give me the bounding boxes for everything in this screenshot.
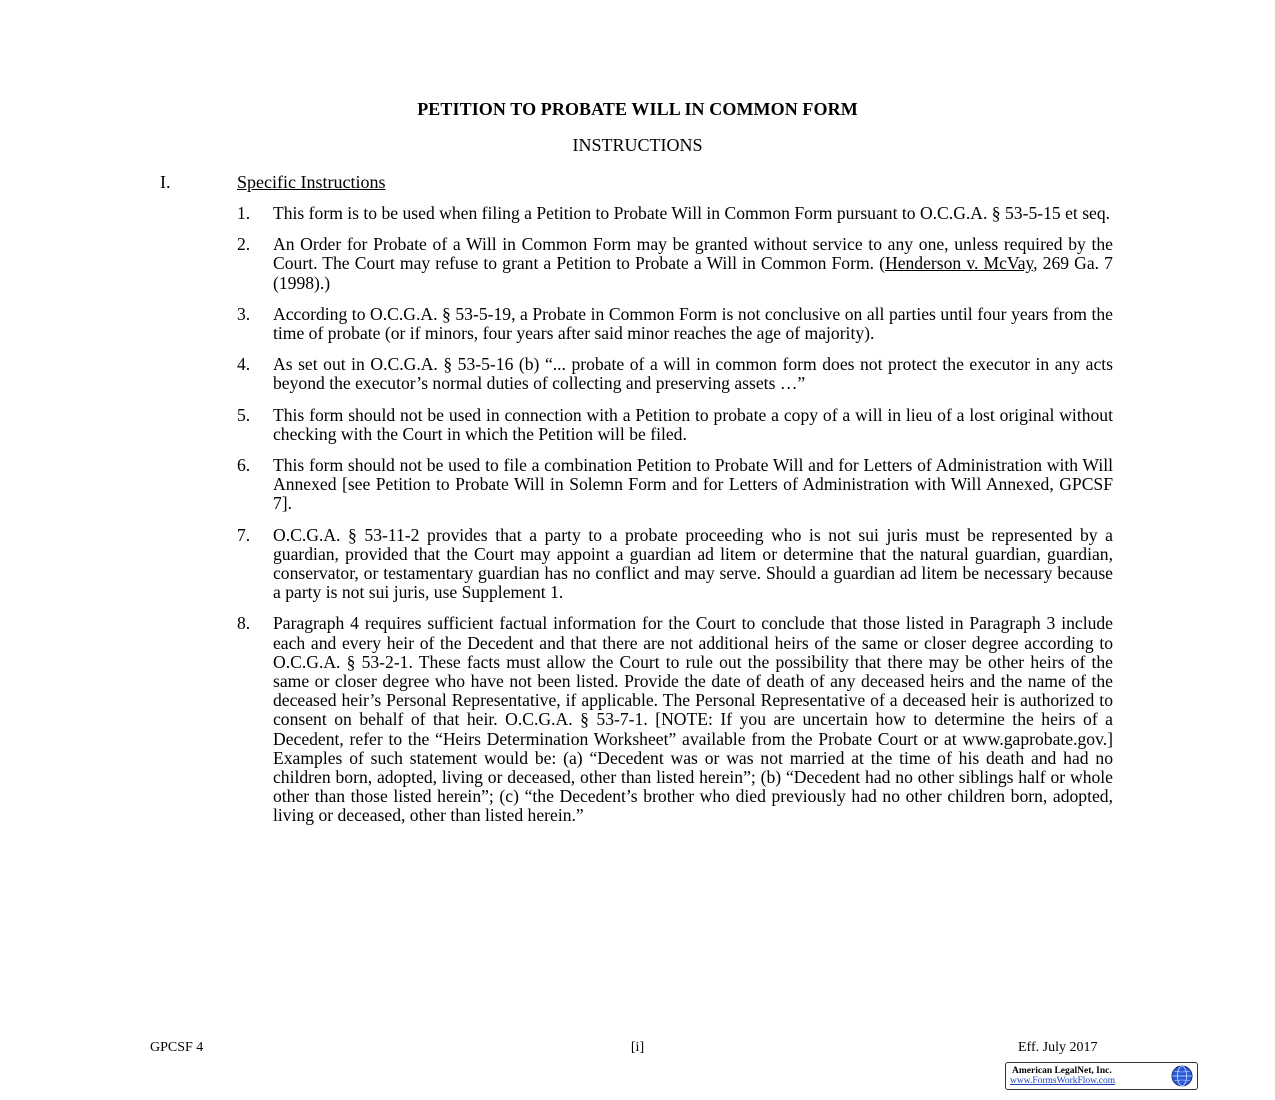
item-number: 1. <box>237 203 251 223</box>
instruction-item <box>237 456 1113 514</box>
item-text: Paragraph 4 requires sufficient factual information for the Court to conclude that those listed in Paragraph 3 include each and every heir of the Decedent and that there are not additional heirs of the same or closer degree according to O.C.G.A. § 53-2-1. These facts must allow the Court to rule out the possibility that there may be other heirs of the same or closer degree who have not been listed. Provide the date of death of any deceased heirs and the name of the deceased heir’s Personal Representative, if applicable. The Personal Representative of a deceased heir is authorized to consent on behalf of that heir. O.C.G.A. § 53-7-1. [NOTE: If you are uncertain how to determine the heirs of a Decedent, refer to the “Heirs Determination Worksheet” available from the Probate Court or at www.gaprobate.gov.] Examples of such statement would be: (a) “Decedent was or was not married at the time of his death and had no children born, adopted, living or deceased, other than listed herein”; (b) “Decedent had no other siblings half or whole other than those listed herein”; (c) “the Decedent’s brother who died previously had no other children born, adopted, living or deceased, other than listed herein.” <box>273 613 1113 826</box>
item-number: 4. <box>237 354 251 375</box>
case-citation: Henderson v. McVay <box>885 253 1034 274</box>
logo-company-name: American LegalNet, Inc. <box>1012 1066 1112 1076</box>
globe-icon <box>1170 1064 1194 1088</box>
item-text-before: An Order for Probate of a Will in Common Form may be granted without service to any one, unless required by the Court. The Court may refuse to grant a Petition to Probate a Will in Common Form. ( <box>273 234 1113 274</box>
footer-form-id: GPCSF 4 <box>150 1040 204 1055</box>
item-text: This form should not be used to file a combination Petition to Probate Will and for Letters of Administration with Will Annexed [see Petition to Probate Will in Solemn Form and for Letters of Administration with Will Annexed, GPCSF 7]. <box>273 455 1113 514</box>
instruction-item <box>237 355 1113 393</box>
instruction-list <box>237 204 1113 838</box>
item-text: According to O.C.G.A. § 53-5-19, a Probate in Common Form is not conclusive on all parties until four years from the time of probate (or if minors, four years after said minor reaches the age of majority). <box>273 303 1113 344</box>
document-title: PETITION TO PROBATE WILL IN COMMON FORM <box>417 99 858 119</box>
item-number: 2. <box>237 234 251 255</box>
item-number: 8. <box>237 613 251 634</box>
footer-page-number: [i] <box>630 1040 645 1055</box>
instruction-item <box>237 235 1113 293</box>
item-text: O.C.G.A. § 53-11-2 provides that a party to a probate proceeding who is not sui juris must be represented by a guardian, provided that the Court may appoint a guardian ad litem or determine that the natural guardian, guardian, conservator, or testamentary guardian has no conflict and may serve. Should a guardian ad litem be necessary because a party is not sui juris, use Supplement 1. <box>273 524 1113 603</box>
item-text-after: , 269 Ga. 7 (1998).) <box>273 253 1113 293</box>
footer-effective-date: Eff. July 2017 <box>1018 1040 1098 1055</box>
item-text: This form should not be used in connection with a Petition to probate a copy of a will in lieu of a lost original without checking with the Court in which the Petition will be filed. <box>273 404 1113 444</box>
item-number: 7. <box>237 524 251 545</box>
item-text: This form is to be used when filing a Petition to Probate Will in Common Form pursuant to O.C.G.A. § 53-5-15 et seq. <box>273 203 1111 223</box>
item-text: As set out in O.C.G.A. § 53-5-16 (b) “... probate of a will in common form does not protect the executor in any acts beyond the executor’s normal duties of collecting and preserving assets …” <box>273 354 1113 394</box>
instruction-item <box>237 526 1113 603</box>
document-subtitle: INSTRUCTIONS <box>572 135 703 155</box>
item-number: 5. <box>237 404 251 425</box>
item-number: 6. <box>237 455 251 476</box>
section-number: I. <box>160 172 171 192</box>
instruction-item <box>237 614 1113 825</box>
logo-url-link[interactable]: www.FormsWorkFlow.com <box>1010 1076 1116 1086</box>
section-title: Specific Instructions <box>237 172 386 192</box>
item-number: 3. <box>237 303 251 324</box>
company-logo[interactable] <box>1005 1062 1198 1090</box>
instruction-item <box>237 204 1113 223</box>
item-text <box>273 235 1113 293</box>
instruction-item <box>237 305 1113 343</box>
instruction-item <box>237 406 1113 444</box>
